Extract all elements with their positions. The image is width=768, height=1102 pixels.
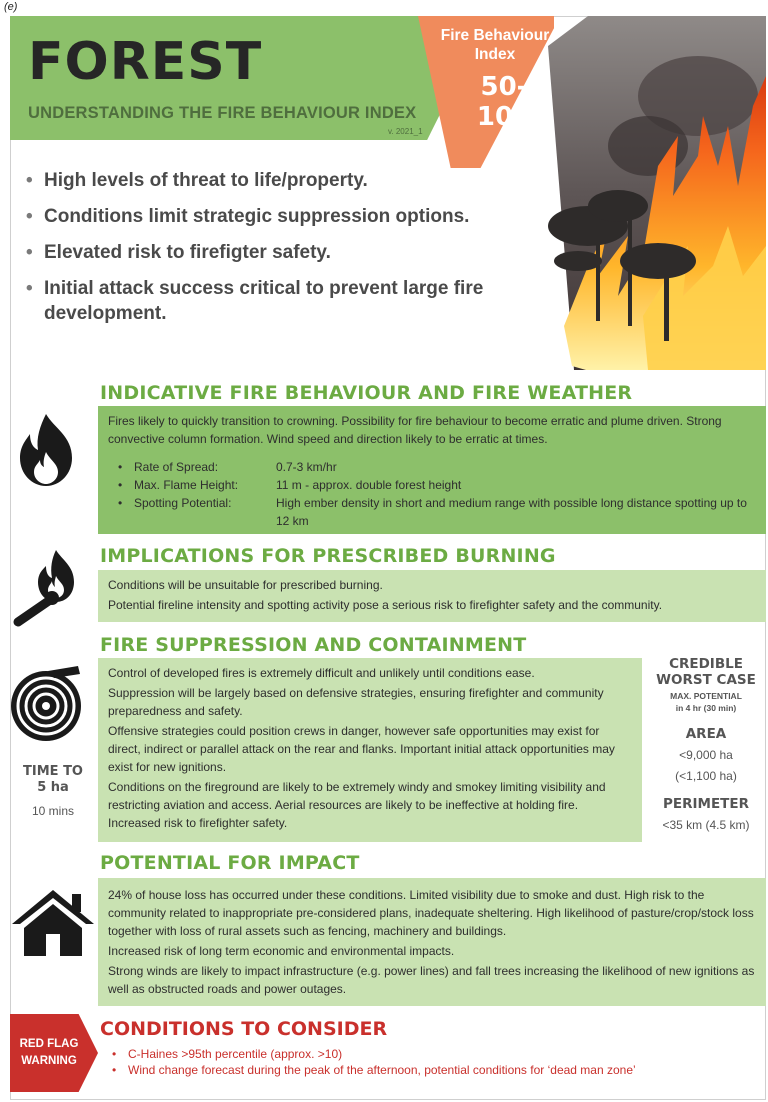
list-item: • Initial attack success critical to prevent large fire development.: [26, 278, 484, 324]
time-to-5ha: TIME TO 5 ha 10 mins: [12, 764, 94, 818]
area-value: <9,000 ha: [679, 748, 733, 762]
list-item: • C-Haines >95th percentile (approx. >10): [112, 1047, 343, 1061]
paragraph: Strong winds are likely to impact infrastructure (e.g. power lines) and fall trees increasing the likelihood of new ignitions as well as obstructed roads and power outages.: [108, 964, 755, 996]
paragraph: Offensive strategies could position crews in danger, however safe opportunities may exist for direct, indirect or parallel attack on the rear and flanks. Important initial attack opportunities may exist for new ignitions.: [108, 724, 615, 774]
perimeter-value: <35 km (4.5 km): [662, 818, 750, 832]
list-item: • Elevated risk to firefigter safety.: [26, 242, 331, 263]
fire-hose-icon: [8, 656, 84, 746]
key-points-list: [24, 168, 524, 337]
list-item: • Conditions limit strategic suppression options.: [26, 206, 470, 227]
fire-behaviour-text: Fires likely to quickly transition to crowning. Possibility for fire behaviour to become erratic and plume driven. Strong convective column formation. Wind speed and direction likely to be erratic at times.: [108, 414, 722, 446]
house-icon: [10, 886, 96, 958]
red-flag-label: RED FLAG WARNING: [19, 1038, 79, 1067]
fire-behaviour-box: [98, 406, 766, 534]
time-to-value: 10 mins: [31, 804, 75, 818]
list-item: • High levels of threat to life/property.: [26, 170, 368, 191]
spec-row: • Rate of Spread: 0.7-3 km/hr: [118, 460, 337, 474]
section-title-conditions: CONDITIONS TO CONSIDER: [100, 1018, 388, 1040]
area-label: AREA: [685, 726, 727, 742]
paragraph: Conditions will be unsuitable for prescribed burning.: [108, 578, 383, 592]
match-fire-icon: [6, 546, 88, 630]
impact-box: [98, 878, 766, 1006]
suppression-box: [98, 658, 642, 842]
spec-row: • Spotting Potential: High ember density in short and medium range with possible long distance spotting up to 12 km: [118, 496, 747, 528]
section-title-impact: POTENTIAL FOR IMPACT: [100, 852, 360, 874]
section-title-prescribed-burning: IMPLICATIONS FOR PRESCRIBED BURNING: [100, 545, 556, 567]
fbi-label: Fire Behaviour Index: [440, 27, 550, 63]
credible-worst-case: CREDIBLE WORST CASE MAX. POTENTIAL in 4 hr (30 min) AREA <9,000 ha (<1,100 ha) PERIMETER <35 km (4.5 km): [648, 656, 764, 832]
page-title: FOREST: [28, 32, 263, 92]
spec-row: • Max. Flame Height: 11 m - approx. double forest height: [118, 478, 462, 492]
paragraph: Conditions on the fireground are likely to be extremely windy and smokey limiting visibility and restricting aviation and access. Aerial resources are likely to be ineffective at holding fire. Increased risk to firefighter safety.: [108, 780, 606, 830]
list-item: • Wind change forecast during the peak of the afternoon, potential conditions for ‘dead man zone’: [112, 1063, 636, 1077]
flame-icon: [14, 412, 78, 488]
paragraph: Potential fireline intensity and spotting activity pose a serious risk to firefighter safety and the community.: [108, 598, 663, 612]
panel-label: (e): [4, 1, 18, 13]
spec-list: [108, 458, 756, 530]
prescribed-burning-box: [98, 570, 766, 622]
version-label: v. 2021_1: [388, 127, 423, 136]
page-subtitle: UNDERSTANDING THE FIRE BEHAVIOUR INDEX: [28, 104, 417, 122]
conditions-list: [112, 1046, 636, 1078]
paragraph: Suppression will be largely based on defensive strategies, ensuring firefighter and community preparedness and safety.: [108, 686, 604, 718]
fbi-range: 50- 100: [476, 72, 532, 132]
paragraph: Control of developed fires is extremely difficult and unlikely until conditions ease.: [108, 666, 535, 680]
paragraph: Increased risk of long term economic and environmental impacts.: [108, 944, 455, 958]
paragraph: 24% of house loss has occurred under these conditions. Limited visibility due to smoke and dust. High risk to the community related to inappropriate pre-considered plans, inadequate sheltering. High likelihood of pasture/crop/stock loss together with loss of rural assets such as fencing, machinery and buildings.: [108, 888, 754, 938]
section-title-fire-behaviour: INDICATIVE FIRE BEHAVIOUR AND FIRE WEATHER: [100, 382, 633, 404]
area-value-short: (<1,100 ha): [675, 769, 737, 783]
section-title-suppression: FIRE SUPPRESSION AND CONTAINMENT: [100, 634, 527, 656]
perimeter-label: PERIMETER: [662, 796, 750, 812]
